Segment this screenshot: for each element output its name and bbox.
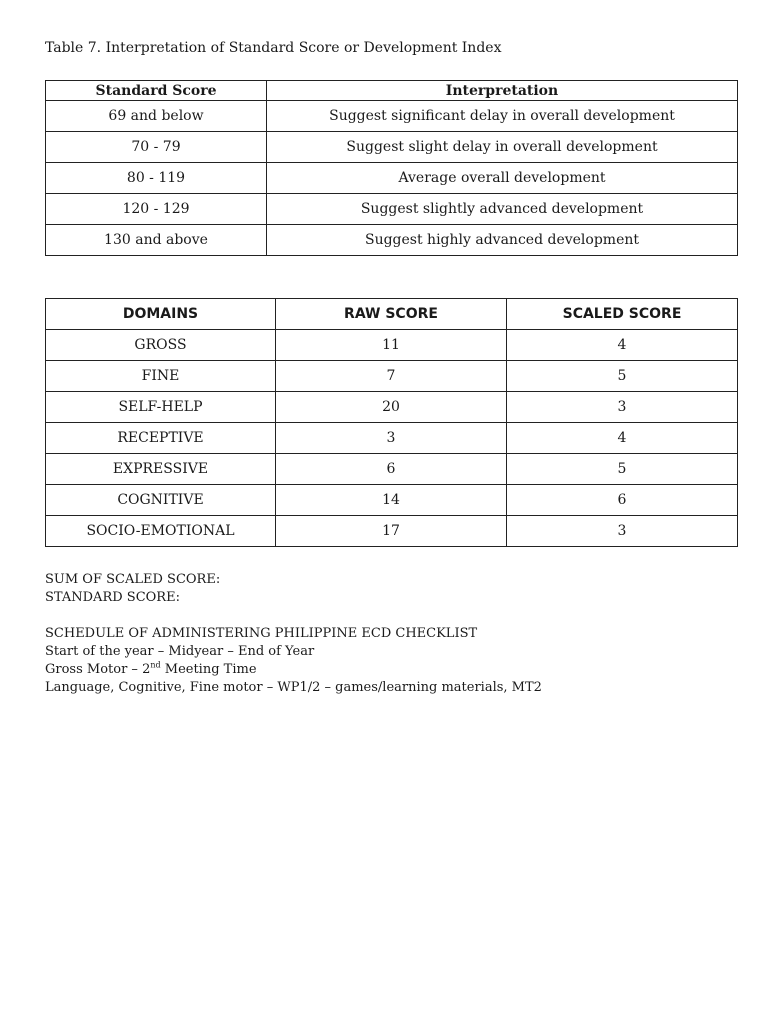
header-raw-score: RAW SCORE (276, 299, 507, 330)
cell-standard-score: 130 and above (46, 225, 267, 256)
header-scaled-score: SCALED SCORE (507, 299, 738, 330)
schedule-line-periods: Start of the year – Midyear – End of Year (45, 644, 315, 659)
gross-motor-prefix: Gross Motor – 2 (45, 662, 151, 677)
gross-motor-suffix: Meeting Time (160, 662, 257, 677)
cell-standard-score: 80 - 119 (46, 163, 267, 194)
cell-domain: GROSS (46, 330, 276, 361)
cell-raw-score: 3 (276, 423, 507, 454)
cell-interpretation: Suggest slightly advanced development (267, 194, 738, 225)
cell-interpretation: Suggest highly advanced development (267, 225, 738, 256)
cell-domain: SOCIO-EMOTIONAL (46, 516, 276, 547)
schedule-title: SCHEDULE OF ADMINISTERING PHILIPPINE ECD CHECKLIST (45, 626, 478, 641)
table-row (46, 392, 738, 423)
table-header-row (46, 299, 738, 330)
cell-scaled-score: 4 (507, 423, 738, 454)
cell-scaled-score: 3 (507, 516, 738, 547)
cell-raw-score: 6 (276, 454, 507, 485)
sum-scaled-score-label: SUM OF SCALED SCORE: (45, 572, 221, 587)
standard-score-label: STANDARD SCORE: (45, 590, 180, 605)
table-row (46, 225, 738, 256)
cell-standard-score: 69 and below (46, 101, 267, 132)
table-caption: Table 7. Interpretation of Standard Score or Development Index (45, 40, 502, 56)
domains-score-table (45, 298, 738, 547)
header-standard-score: Standard Score (46, 81, 267, 101)
table-row (46, 454, 738, 485)
table-row (46, 330, 738, 361)
table-row (46, 132, 738, 163)
cell-scaled-score: 5 (507, 454, 738, 485)
table-row (46, 194, 738, 225)
header-domains: DOMAINS (46, 299, 276, 330)
cell-domain: FINE (46, 361, 276, 392)
cell-scaled-score: 6 (507, 485, 738, 516)
cell-domain: SELF-HELP (46, 392, 276, 423)
cell-standard-score: 70 - 79 (46, 132, 267, 163)
cell-raw-score: 7 (276, 361, 507, 392)
table-row (46, 423, 738, 454)
schedule-line-gross-motor (45, 661, 542, 679)
cell-scaled-score: 5 (507, 361, 738, 392)
table-row (46, 163, 738, 194)
cell-domain: RECEPTIVE (46, 423, 276, 454)
standard-score-interpretation-table (45, 80, 738, 256)
cell-interpretation: Suggest slight delay in overall development (267, 132, 738, 163)
cell-raw-score: 17 (276, 516, 507, 547)
spacer (45, 607, 542, 625)
notes-section (45, 571, 542, 697)
cell-domain: COGNITIVE (46, 485, 276, 516)
cell-scaled-score: 3 (507, 392, 738, 423)
ordinal-suffix: nd (150, 660, 161, 670)
cell-interpretation: Average overall development (267, 163, 738, 194)
cell-raw-score: 11 (276, 330, 507, 361)
cell-standard-score: 120 - 129 (46, 194, 267, 225)
schedule-line-language: Language, Cognitive, Fine motor – WP1/2 – games/learning materials, MT2 (45, 680, 542, 695)
table-header-row (46, 81, 738, 101)
table-row (46, 361, 738, 392)
table-row (46, 485, 738, 516)
header-interpretation: Interpretation (267, 81, 738, 101)
cell-scaled-score: 4 (507, 330, 738, 361)
cell-domain: EXPRESSIVE (46, 454, 276, 485)
table-row (46, 101, 738, 132)
table-row (46, 516, 738, 547)
cell-interpretation: Suggest significant delay in overall development (267, 101, 738, 132)
cell-raw-score: 20 (276, 392, 507, 423)
cell-raw-score: 14 (276, 485, 507, 516)
